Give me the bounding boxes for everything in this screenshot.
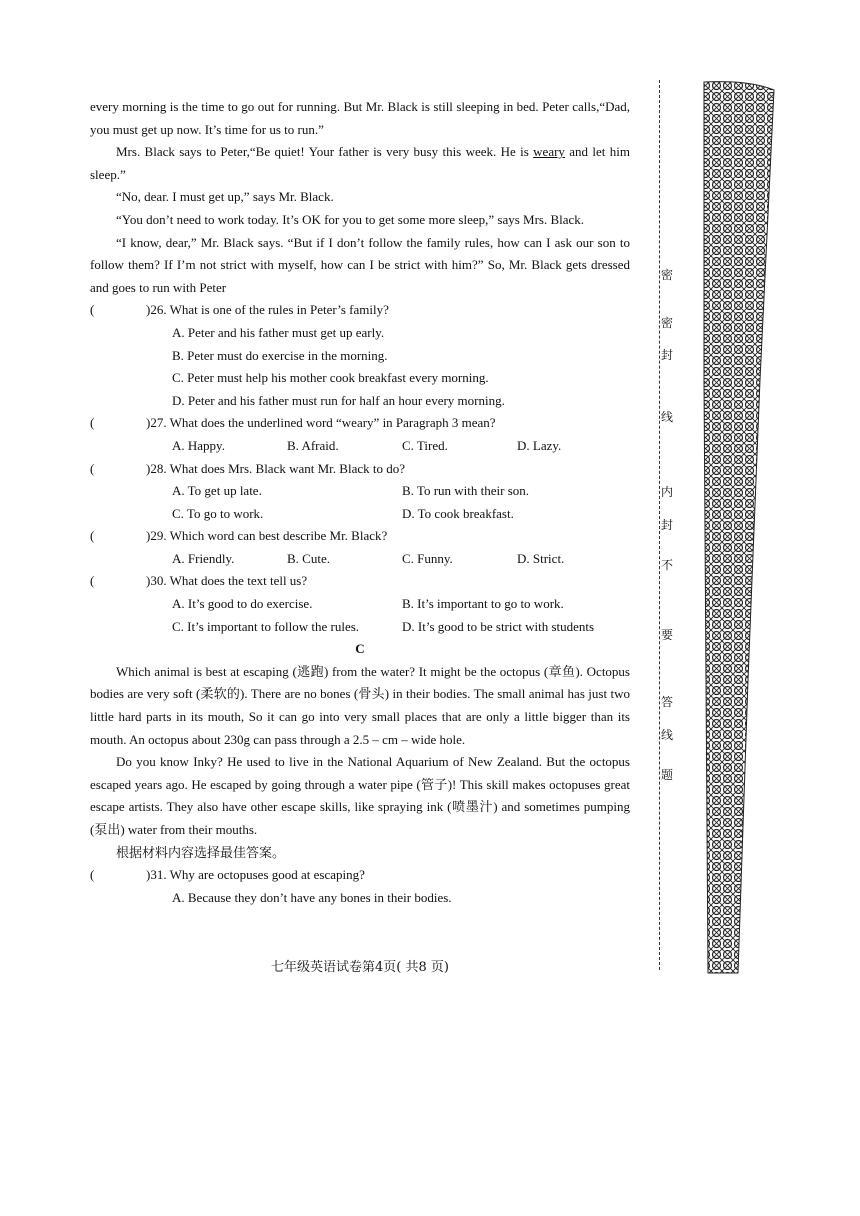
seal-char: 密: [660, 316, 673, 330]
seal-char: 内: [660, 485, 673, 499]
seal-line-text: [660, 80, 674, 970]
question-stem: )30. What does the text tell us?: [146, 573, 308, 589]
passage-c-paragraph-2: Do you know Inky? He used to live in the National Aquarium of New Zealand. But the octopus escaped years ago. He escaped by going through a water pipe (管子)! This skill makes octopuses great escape artists. They also have other escape skills, like spraying ink (喷墨汁) and sometimes pumping (泵出) water from their mouths.: [90, 754, 630, 837]
underlined-word-weary: weary: [533, 144, 565, 160]
option-b: B. Afraid.: [287, 437, 339, 453]
option-a: A. Peter and his father must get up early.: [172, 324, 385, 340]
seal-char: 线: [660, 410, 673, 424]
question-29: [90, 525, 630, 548]
decorative-border-pattern: [700, 80, 778, 975]
page-footer: 七年级英语试卷第4页( 共8 页): [271, 960, 449, 975]
answer-bracket: (: [90, 867, 95, 883]
section-heading-c: C: [355, 641, 365, 657]
answer-bracket: (: [90, 302, 95, 318]
question-28: [90, 458, 630, 481]
answer-bracket: (: [90, 528, 95, 544]
question-stem: )31. Why are octopuses good at escaping?: [146, 867, 365, 883]
option-d: D. To cook breakfast.: [402, 505, 514, 521]
passage-b-paragraph-3: “No, dear. I must get up,” says Mr. Black.: [116, 189, 334, 205]
option-c: C. Tired.: [402, 437, 448, 453]
question-stem: )28. What does Mrs. Black want Mr. Black to do?: [146, 460, 405, 476]
exam-content: [90, 96, 630, 909]
passage-b-paragraph-5: “I know, dear,” Mr. Black says. “But if I don’t follow the family rules, how can I ask our son to follow them? If I’m not strict with myself, how can I be strict with him?” So, Mr. Black gets dressed and goes to run with Peter: [90, 234, 630, 295]
question-26: [90, 299, 630, 322]
passage-b-paragraph-1: every morning is the time to go out for running. But Mr. Black is still sleeping in bed. Peter calls,“Dad, you must get up now. It’s time for us to run.”: [90, 99, 630, 137]
options-row: [90, 616, 630, 639]
option-c: C. Funny.: [402, 550, 453, 566]
options-row: [90, 435, 630, 458]
option-b: B. Peter must do exercise in the morning.: [172, 347, 388, 363]
answer-bracket: (: [90, 460, 95, 476]
option-b: B. Cute.: [287, 550, 330, 566]
seal-char: 要: [660, 628, 673, 642]
seal-char: 封: [660, 348, 673, 362]
options-row: [90, 593, 630, 616]
options-row: [90, 480, 630, 503]
option-c: C. Peter must help his mother cook breakfast every morning.: [172, 370, 489, 386]
answer-bracket: (: [90, 415, 95, 431]
question-30: [90, 570, 630, 593]
option-d: D. Peter and his father must run for half an hour every morning.: [172, 392, 505, 408]
option-a: A. It’s good to do exercise.: [172, 596, 313, 612]
question-31: [90, 864, 630, 887]
paragraph-text: Mrs. Black says to Peter,“Be quiet! Your father is very busy this week. He is: [116, 144, 534, 160]
option-d: D. Strict.: [517, 550, 565, 566]
option-a: A. Happy.: [172, 437, 225, 453]
option-a: A. To get up late.: [172, 483, 262, 499]
option-d: D. Lazy.: [517, 437, 562, 453]
seal-char: 线: [660, 728, 673, 742]
seal-char: 封: [660, 518, 673, 532]
option-a: A. Because they don’t have any bones in their bodies.: [172, 889, 452, 905]
question-stem: )26. What is one of the rules in Peter’s family?: [146, 302, 389, 318]
options-row: [90, 548, 630, 571]
option-a: A. Friendly.: [172, 550, 235, 566]
instruction: 根据材料内容选择最佳答案。: [116, 844, 286, 860]
seal-char: 题: [660, 768, 673, 782]
paragraph-text: and let him sleep.”: [90, 144, 630, 182]
question-27: [90, 412, 630, 435]
options-row: [90, 503, 630, 526]
answer-bracket: (: [90, 573, 95, 589]
seal-char: 不: [660, 558, 673, 572]
passage-c-paragraph-1: Which animal is best at escaping (逃跑) from the water? It might be the octopus (章鱼). Octopus bodies are very soft (柔软的). There are no bones (骨头) in their bodies. The small animal has just two little hard parts in its mouth, So it can go into very small places that are only a little bigger than its mouth. An octopus about 230g can pass through a 2.5 – cm – wide hole.: [90, 663, 630, 747]
option-b: B. It’s important to go to work.: [402, 596, 564, 612]
question-stem: )27. What does the underlined word “weary” in Paragraph 3 mean?: [146, 415, 496, 431]
passage-b-paragraph-4: “You don’t need to work today. It’s OK for you to get some more sleep,” says Mrs. Black.: [116, 211, 585, 227]
option-b: B. To run with their son.: [402, 483, 530, 499]
seal-char: 答: [660, 695, 673, 709]
question-stem: )29. Which word can best describe Mr. Black?: [146, 528, 388, 544]
seal-char: 密: [660, 268, 673, 282]
option-d: D. It’s good to be strict with students: [402, 618, 595, 634]
passage-b-paragraph-2: [90, 141, 630, 186]
option-c: C. It’s important to follow the rules.: [172, 618, 360, 634]
option-c: C. To go to work.: [172, 505, 264, 521]
